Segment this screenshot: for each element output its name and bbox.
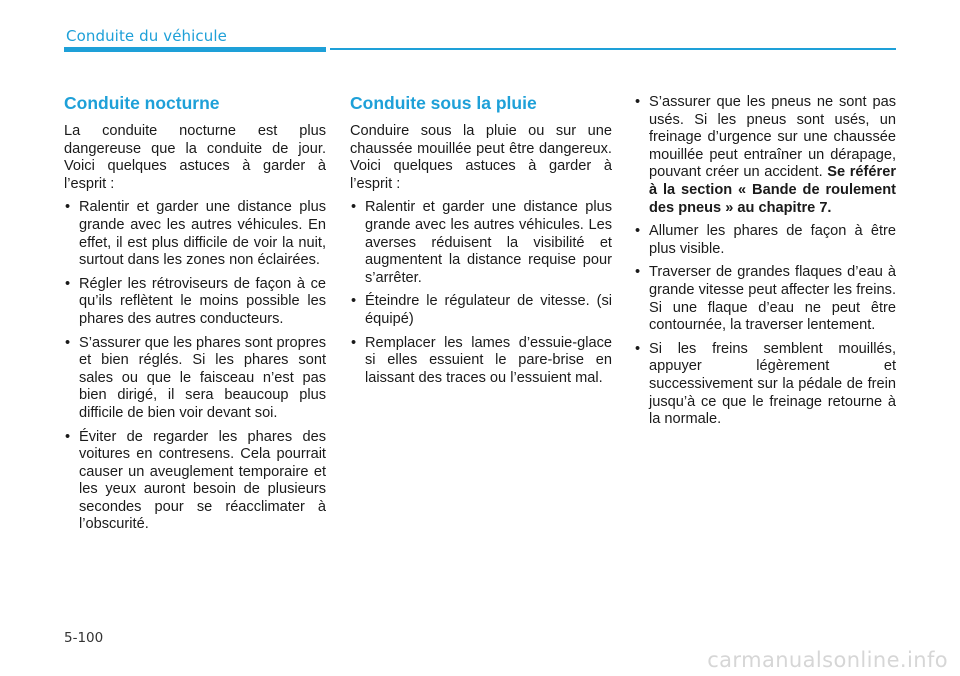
- list-item: [634, 94, 896, 217]
- rain-driving-continued-list: [634, 94, 896, 429]
- list-item-text: Si les freins semblent mouillés, appuyer légèrement et successivement sur la pédale de frein jusqu’à ce que le freinage retourne à la normale.: [649, 340, 896, 428]
- bullet-icon: •: [635, 264, 641, 281]
- list-item: [634, 264, 896, 334]
- list-item-text: Ralentir et garder une distance plus grande avec les autres véhicules. Les averses réduisent la visibilité et augmentent la distance requise pour s’arrêter.: [365, 199, 612, 286]
- night-driving-heading: Conduite nocturne: [64, 93, 220, 113]
- rain-driving-column: [350, 92, 612, 393]
- bullet-icon: •: [65, 199, 71, 216]
- list-item-text: Éteindre le régulateur de vitesse. (si équipé): [365, 293, 612, 327]
- list-item: [350, 335, 612, 388]
- list-item: [64, 199, 326, 269]
- bullet-icon: •: [351, 293, 357, 310]
- night-driving-list: [64, 199, 326, 534]
- page-number: 5-100: [64, 630, 104, 646]
- list-item-text: Régler les rétroviseurs de façon à ce qu’ils reflètent le moins possible les phares des autres conducteurs.: [79, 275, 326, 327]
- list-item-text: S’assurer que les pneus ne sont pas usés. Si les pneus sont usés, un freinage d’urgence sur une chaussée mouillée peut entraîner un dérapage, pouvant créer un accident.: [649, 94, 896, 181]
- list-item: [64, 429, 326, 535]
- tires-section-reference: Se référer à la section « Bande de roulement des pneus » au chapitre 7.: [649, 164, 897, 216]
- list-item-text: Ralentir et garder une distance plus grande avec les autres véhicules. En effet, il est plus difficile de voir la nuit, surtout dans les zones non éclairées.: [79, 199, 326, 269]
- bullet-icon: •: [65, 275, 71, 292]
- bullet-icon: •: [351, 334, 357, 351]
- bullet-icon: •: [65, 428, 71, 445]
- section-title: Conduite du véhicule: [66, 27, 227, 45]
- list-item: [634, 223, 896, 258]
- rain-driving-list: [350, 199, 612, 387]
- list-item-text: Allumer les phares de façon à être plus visible.: [649, 223, 896, 257]
- bullet-icon: •: [635, 340, 641, 357]
- list-item: [634, 341, 896, 429]
- list-item: [64, 335, 326, 423]
- bullet-icon: •: [351, 199, 357, 216]
- list-item: [64, 276, 326, 329]
- bullet-icon: •: [635, 223, 641, 240]
- list-item-text: Traverser de grandes flaques d’eau à grande vitesse peut affecter les freins. Si une flaque d’eau ne peut être contournée, la traverser lentement.: [649, 264, 896, 334]
- bullet-icon: •: [65, 334, 71, 351]
- watermark: carmanualsonline.info: [707, 648, 948, 672]
- list-item: [350, 293, 612, 328]
- bullet-icon: •: [635, 94, 641, 110]
- list-item-text: Remplacer les lames d’essuie-glace si elles essuient le pare-brise en laissant des traces ou l’essuient mal.: [365, 334, 612, 386]
- night-driving-column: [64, 92, 326, 540]
- rain-driving-continued-column: [634, 94, 896, 435]
- rain-driving-intro: Conduire sous la pluie ou sur une chaussée mouillée peut être dangereux. Voici quelques astuces à garder à l’esprit :: [350, 123, 612, 192]
- rain-driving-heading: Conduite sous la pluie: [350, 93, 537, 113]
- list-item: [350, 199, 612, 287]
- list-item-text: S’assurer que les phares sont propres et bien réglés. Si les phares sont sales ou que le faisceau n’est pas bien dirigé, il sera beaucoup plus difficile de bien voir devant soi.: [79, 334, 326, 421]
- header-rule-accent: [64, 47, 326, 52]
- night-driving-intro: La conduite nocturne est plus dangereuse que la conduite de jour. Voici quelques astuces à garder à l’esprit :: [64, 123, 326, 192]
- header-rule: [330, 48, 896, 50]
- list-item-text: Éviter de regarder les phares des voitures en contresens. Cela pourrait causer un aveuglement temporaire et les yeux auront besoin de plusieurs secondes pour se réacclimater à l’obscurité.: [79, 428, 326, 533]
